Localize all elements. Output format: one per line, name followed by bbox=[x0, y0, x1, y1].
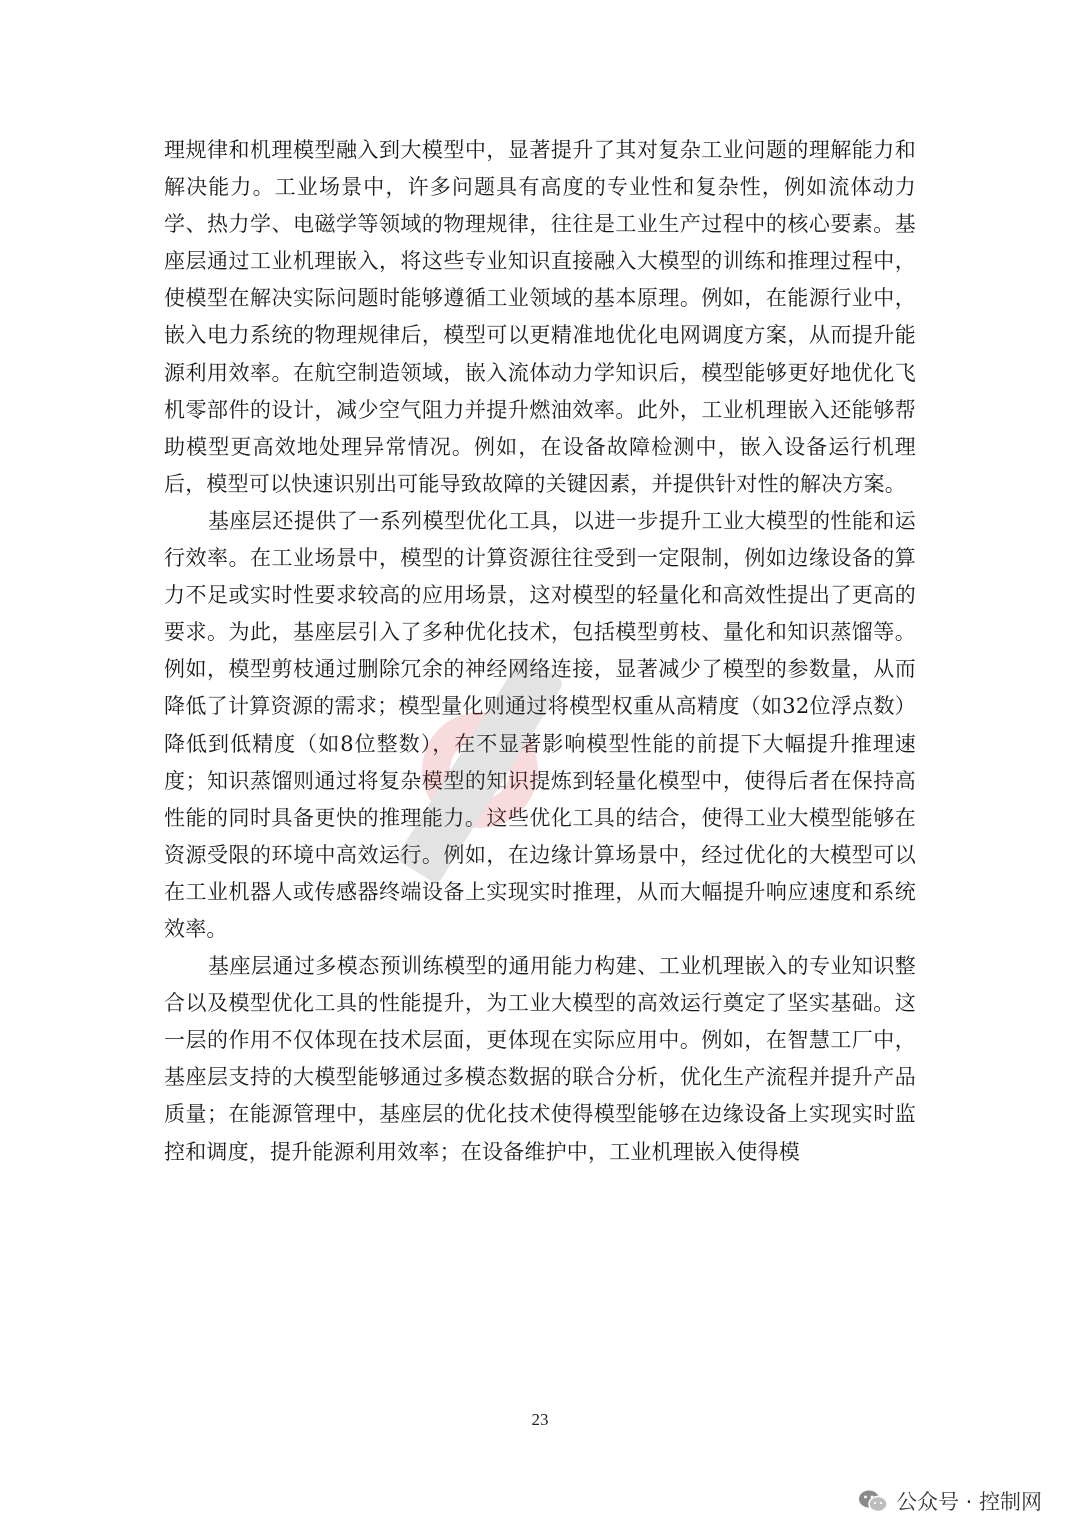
paragraph-2: 基座层还提供了一系列模型优化工具，以进一步提升工业大模型的性能和运行效率。在工业场景中，模型的计算资源往往受到一定限制，例如边缘设备的算力不足或实时性要求较高的应用场景，这对模型的轻量化和高效性提出了更高的要求。为此，基座层引入了多种优化技术，包括模型剪枝、量化和知识蒸馏等。例如，模型剪枝通过删除冗余的神经网络连接，显著减少了模型的参数量，从而降低了计算资源的需求；模型量化则通过将模型权重从高精度（如32位浮点数）降低到低精度（如8位整数），在不显著影响模型性能的前提下大幅提升推理速度；知识蒸馏则通过将复杂模型的知识提炼到轻量化模型中，使得后者在保持高性能的同时具备更快的推理能力。这些优化工具的结合，使得工业大模型能够在资源受限的环境中高效运行。例如，在边缘计算场景中，经过优化的大模型可以在工业机器人或传感器终端设备上实现实时推理，从而大幅提升响应速度和系统效率。 bbox=[164, 508, 916, 941]
paragraph-1: 理规律和机理模型融入到大模型中，显著提升了其对复杂工业问题的理解能力和解决能力。工业场景中，许多问题具有高度的专业性和复杂性，例如流体动力学、热力学、电磁学等领域的物理规律，往往是工业生产过程中的核心要素。基座层通过工业机理嵌入，将这些专业知识直接融入大模型的训练和推理过程中，使模型在解决实际问题时能够遵循工业领域的基本原理。例如，在能源行业中，嵌入电力系统的物理规律后，模型可以更精准地优化电网调度方案，从而提升能源利用效率。在航空制造领域，嵌入流体动力学知识后，模型能够更好地优化飞机零部件的设计，减少空气阻力并提升燃油效率。此外，工业机理嵌入还能够帮助模型更高效地处理异常情况。例如，在设备故障检测中，嵌入设备运行机理后，模型可以快速识别出可能导致故障的关键因素，并提供针对性的解决方案。 bbox=[164, 138, 916, 496]
wechat-icon bbox=[858, 1489, 888, 1513]
body-text bbox=[164, 132, 916, 1171]
paragraph-3: 基座层通过多模态预训练模型的通用能力构建、工业机理嵌入的专业知识整合以及模型优化工具的性能提升，为工业大模型的高效运行奠定了坚实基础。这一层的作用不仅体现在技术层面，更体现在实际应用中。例如，在智慧工厂中，基座层支持的大模型能够通过多模态数据的联合分析，优化生产流程并提升产品质量；在能源管理中，基座层的优化技术使得模型能够在边缘设备上实现实时监控和调度，提升能源利用效率；在设备维护中，工业机理嵌入使得模 bbox=[164, 954, 916, 1164]
page-number: 23 bbox=[531, 1410, 549, 1429]
footer-source-label: 公众号 · 控制网 bbox=[895, 1490, 1042, 1514]
footer-source-badge bbox=[858, 1488, 1042, 1514]
